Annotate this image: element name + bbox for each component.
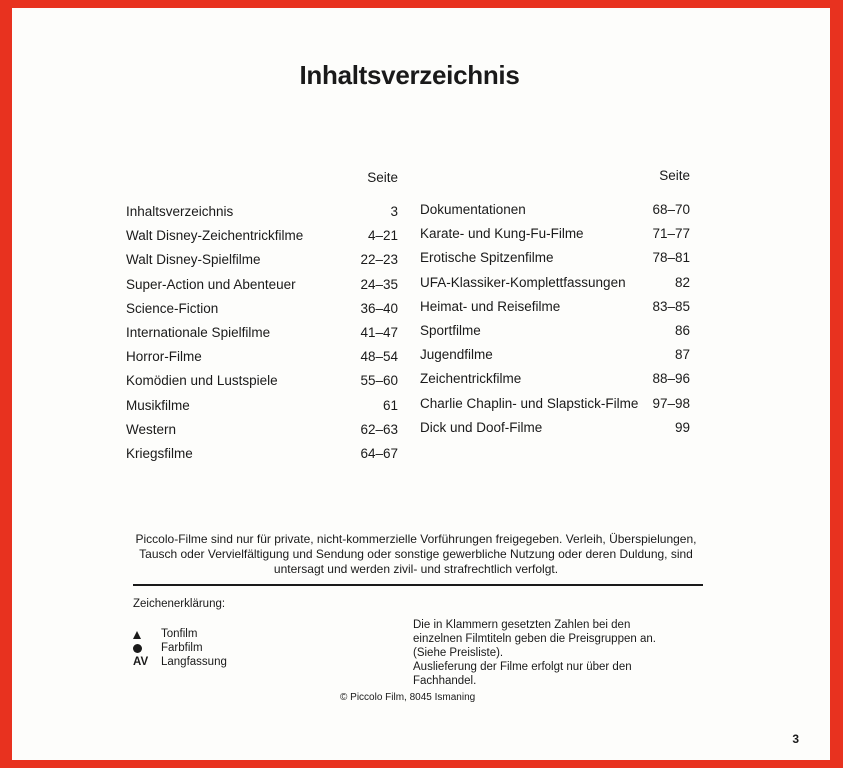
info-line: (Siehe Preisliste). xyxy=(413,647,504,659)
toc-entry-label: Musikfilme xyxy=(126,397,190,413)
legend-label: Tonfilm xyxy=(161,628,198,640)
toc-entry-label: Walt Disney-Zeichentrickfilme xyxy=(126,228,304,244)
toc-entry-label: Western xyxy=(126,421,177,437)
page-number: 3 xyxy=(792,732,799,746)
toc-entry-page: 22–23 xyxy=(360,252,398,268)
toc-entry-page: 3 xyxy=(390,204,398,219)
triangle-icon xyxy=(133,631,141,639)
toc-entry-page: 68–70 xyxy=(652,202,690,217)
toc-entry xyxy=(420,202,690,222)
toc-entry-label: Heimat- und Reisefilme xyxy=(420,298,561,314)
toc-entry xyxy=(126,446,398,466)
toc-entry-label: UFA-Klassiker-Komplettfassungen xyxy=(420,274,626,290)
toc-entry-label: Komödien und Lustspiele xyxy=(126,373,278,389)
toc-entry-page: 24–35 xyxy=(360,276,398,292)
toc-entry xyxy=(420,299,690,319)
toc-entry-page: 88–96 xyxy=(652,371,690,387)
toc-entry xyxy=(126,228,398,248)
toc-entry xyxy=(420,250,690,270)
toc-entry-label: Karate- und Kung-Fu-Filme xyxy=(420,226,584,242)
toc-entry-page: 4–21 xyxy=(367,228,398,244)
toc-entry xyxy=(420,323,690,343)
toc-entry-label: Kriegsfilme xyxy=(126,446,193,461)
legend-label: Farbfilm xyxy=(161,642,203,654)
toc-entry-label: Inhaltsverzeichnis xyxy=(126,204,234,219)
toc-entry-page: 99 xyxy=(674,419,690,435)
toc-entry-label: Dick und Doof-Filme xyxy=(420,419,543,435)
toc-entry xyxy=(126,252,398,272)
legend-label: Langfassung xyxy=(161,656,227,668)
toc-entry xyxy=(420,396,690,416)
toc-entry xyxy=(126,204,398,224)
price-info xyxy=(413,618,693,688)
toc-left-header: Seite xyxy=(367,170,398,185)
toc-entry-page: 82 xyxy=(674,274,690,290)
toc-entry-page: 86 xyxy=(674,323,690,338)
toc-entry-page: 61 xyxy=(382,397,398,413)
toc-entry xyxy=(420,371,690,391)
usage-notice xyxy=(126,532,706,577)
notice-line: Tausch oder Vervielfältigung und Sendung oder sonstige gewerbliche Nutzung oder deren Duldung, sind xyxy=(139,547,693,561)
info-line: Die in Klammern gesetzten Zahlen bei den xyxy=(413,619,631,631)
toc-entry-page: 62–63 xyxy=(360,421,398,437)
dot-icon xyxy=(133,644,142,653)
av-symbol: AV xyxy=(133,656,149,668)
toc-entry xyxy=(126,301,398,321)
toc-entry-page: 71–77 xyxy=(652,226,690,242)
notice-line: untersagt und werden zivil- und strafrechtlich verfolgt. xyxy=(273,562,559,576)
toc-entry xyxy=(420,420,690,440)
toc-entry xyxy=(420,226,690,246)
toc-entry xyxy=(126,325,398,345)
toc-entry-page: 48–54 xyxy=(360,349,398,365)
toc-entry-label: Dokumentationen xyxy=(420,202,526,217)
toc-entry-page: 36–40 xyxy=(360,300,398,316)
toc-entry xyxy=(126,373,398,393)
toc-entry-page: 87 xyxy=(674,347,690,363)
info-line: Fachhandel. xyxy=(413,675,477,687)
toc-entry-label: Internationale Spielfilme xyxy=(126,325,271,340)
toc-entry-page: 83–85 xyxy=(652,298,690,314)
toc-entry-page: 41–47 xyxy=(360,325,398,340)
toc-right-header: Seite xyxy=(659,168,690,183)
toc-entry xyxy=(126,422,398,442)
toc-entry xyxy=(420,275,690,295)
toc-entry xyxy=(420,347,690,367)
toc-entry-label: Walt Disney-Spielfilme xyxy=(126,252,261,268)
toc-entry-label: Science-Fiction xyxy=(126,300,219,316)
toc-entry-label: Jugendfilme xyxy=(420,347,493,363)
notice-line: Piccolo-Filme sind nur für private, nicht-kommerzielle Vorführungen freigegeben. Verleih, Überspielungen, xyxy=(135,532,697,546)
copyright: © Piccolo Film, 8045 Ismaning xyxy=(340,692,476,703)
info-line: Auslieferung der Filme erfolgt nur über den xyxy=(413,661,632,673)
toc-entry-page: 78–81 xyxy=(652,250,690,266)
divider xyxy=(133,584,703,586)
toc-entry xyxy=(126,398,398,418)
toc-entry xyxy=(126,277,398,297)
toc-entry-page: 64–67 xyxy=(360,446,398,461)
toc-entry-page: 97–98 xyxy=(652,395,690,411)
toc-entry-label: Super-Action und Abenteuer xyxy=(126,276,296,292)
toc-entry-label: Erotische Spitzenfilme xyxy=(420,250,554,266)
toc-entry-label: Horror-Filme xyxy=(126,349,202,365)
toc-entry-label: Sportfilme xyxy=(420,323,481,338)
page-title: Inhaltsverzeichnis xyxy=(299,60,520,90)
toc-entry-label: Zeichentrickfilme xyxy=(420,371,522,387)
toc-entry xyxy=(126,349,398,369)
info-line: einzelnen Filmtiteln geben die Preisgruppen an. xyxy=(413,633,656,645)
toc-entry-page: 55–60 xyxy=(360,373,398,389)
toc-entry-label: Charlie Chaplin- und Slapstick-Filme xyxy=(420,395,639,411)
legend-title: Zeichenerklärung: xyxy=(133,598,226,610)
